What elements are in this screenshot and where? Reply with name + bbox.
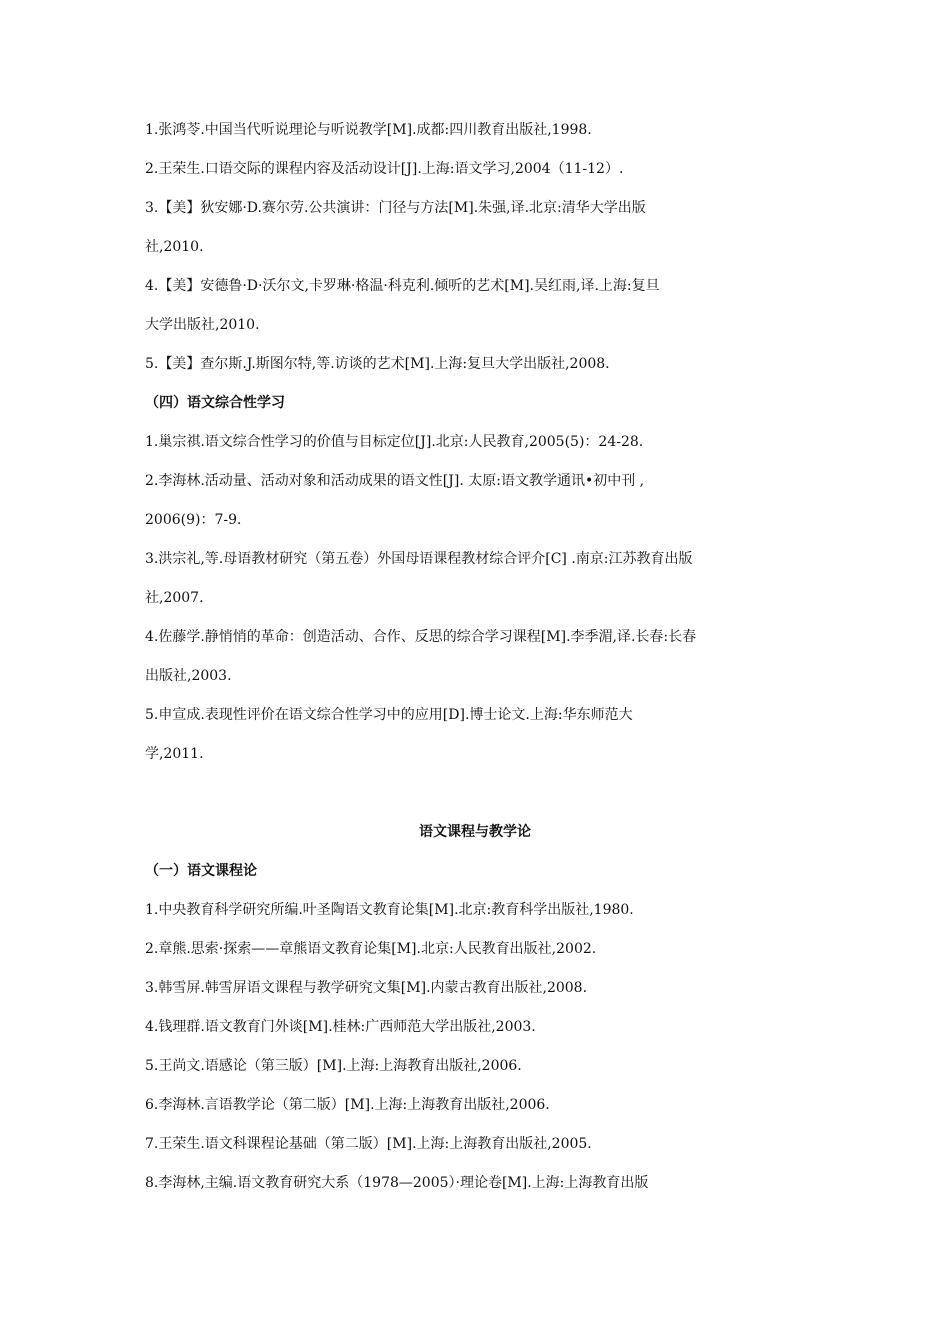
reference-item: 3.韩雪屏.韩雪屏语文课程与教学研究文集[M].内蒙古教育出版社,2008. xyxy=(145,980,588,996)
reference-item: 5.申宣成.表现性评价在语文综合性学习中的应用[D].博士论文.上海:华东师范大 xyxy=(145,707,633,723)
reference-item: 1.中央教育科学研究所编.叶圣陶语文教育论集[M].北京:教育科学出版社,1980. xyxy=(145,902,634,918)
reference-item-continued: 大学出版社,2010. xyxy=(145,317,260,333)
reference-item: 6.李海林.言语教学论（第二版）[M].上海:上海教育出版社,2006. xyxy=(145,1097,550,1113)
reference-item-continued: 2006(9)：7-9. xyxy=(145,512,242,528)
reference-item-continued: 学,2011. xyxy=(145,746,204,762)
reference-item-continued: 出版社,2003. xyxy=(145,668,232,684)
reference-item: 8.李海林,主编.语文教育研究大系（1978—2005）·理论卷[M].上海:上海教育出版 xyxy=(145,1175,649,1191)
reference-item: 2.李海林.活动量、活动对象和活动成果的语文性[J]. 太原:语文教学通讯•初中刊 , xyxy=(145,473,645,489)
reference-item-continued: 社,2010. xyxy=(145,239,204,255)
reference-item: 4.钱理群.语文教育门外谈[M].桂林:广西师范大学出版社,2003. xyxy=(145,1019,536,1035)
reference-item: 7.王荣生.语文科课程论基础（第二版）[M].上海:上海教育出版社,2005. xyxy=(145,1136,592,1152)
reference-item-continued: 社,2007. xyxy=(145,590,204,606)
reference-item: 1.张鸿苓.中国当代听说理论与听说教学[M].成都:四川教育出版社,1998. xyxy=(145,122,592,138)
section-heading: （四）语文综合性学习 xyxy=(145,395,285,411)
document-page xyxy=(145,120,815,1193)
reference-list-speaking xyxy=(145,120,815,393)
section-heading: （一）语文课程论 xyxy=(145,863,257,879)
reference-item: 3.洪宗礼,等.母语教材研究（第五卷）外国母语课程教材综合评介[C] .南京:江苏教育出版 xyxy=(145,551,693,567)
reference-item: 4.【美】安德鲁·D·沃尔文,卡罗琳·格温·科克利.倾听的艺术[M].吴红雨,译.上海:复旦 xyxy=(145,278,660,294)
reference-item: 1.巢宗祺.语文综合性学习的价值与目标定位[J].北京:人民教育,2005(5)：24-28. xyxy=(145,434,644,450)
part-title: 语文课程与教学论 xyxy=(419,824,531,840)
section-comprehensive-learning xyxy=(145,393,815,764)
reference-item: 3.【美】狄安娜·D.赛尔劳.公共演讲：门径与方法[M].朱强,译.北京:清华大学出版 xyxy=(145,200,646,216)
section-curriculum-theory xyxy=(145,861,815,1193)
reference-item: 2.章熊.思索·探索——章熊语文教育论集[M].北京:人民教育出版社,2002. xyxy=(145,941,597,957)
reference-item: 4.佐藤学.静悄悄的革命：创造活动、合作、反思的综合学习课程[M].李季湄,译.长春:长春 xyxy=(145,629,697,645)
reference-item: 5.【美】查尔斯.J.斯图尔特,等.访谈的艺术[M].上海:复旦大学出版社,2008. xyxy=(145,356,610,372)
reference-item: 5.王尚文.语感论（第三版）[M].上海:上海教育出版社,2006. xyxy=(145,1058,522,1074)
reference-item: 2.王荣生.口语交际的课程内容及活动设计[J].上海:语文学习,2004（11-12）. xyxy=(145,161,624,177)
